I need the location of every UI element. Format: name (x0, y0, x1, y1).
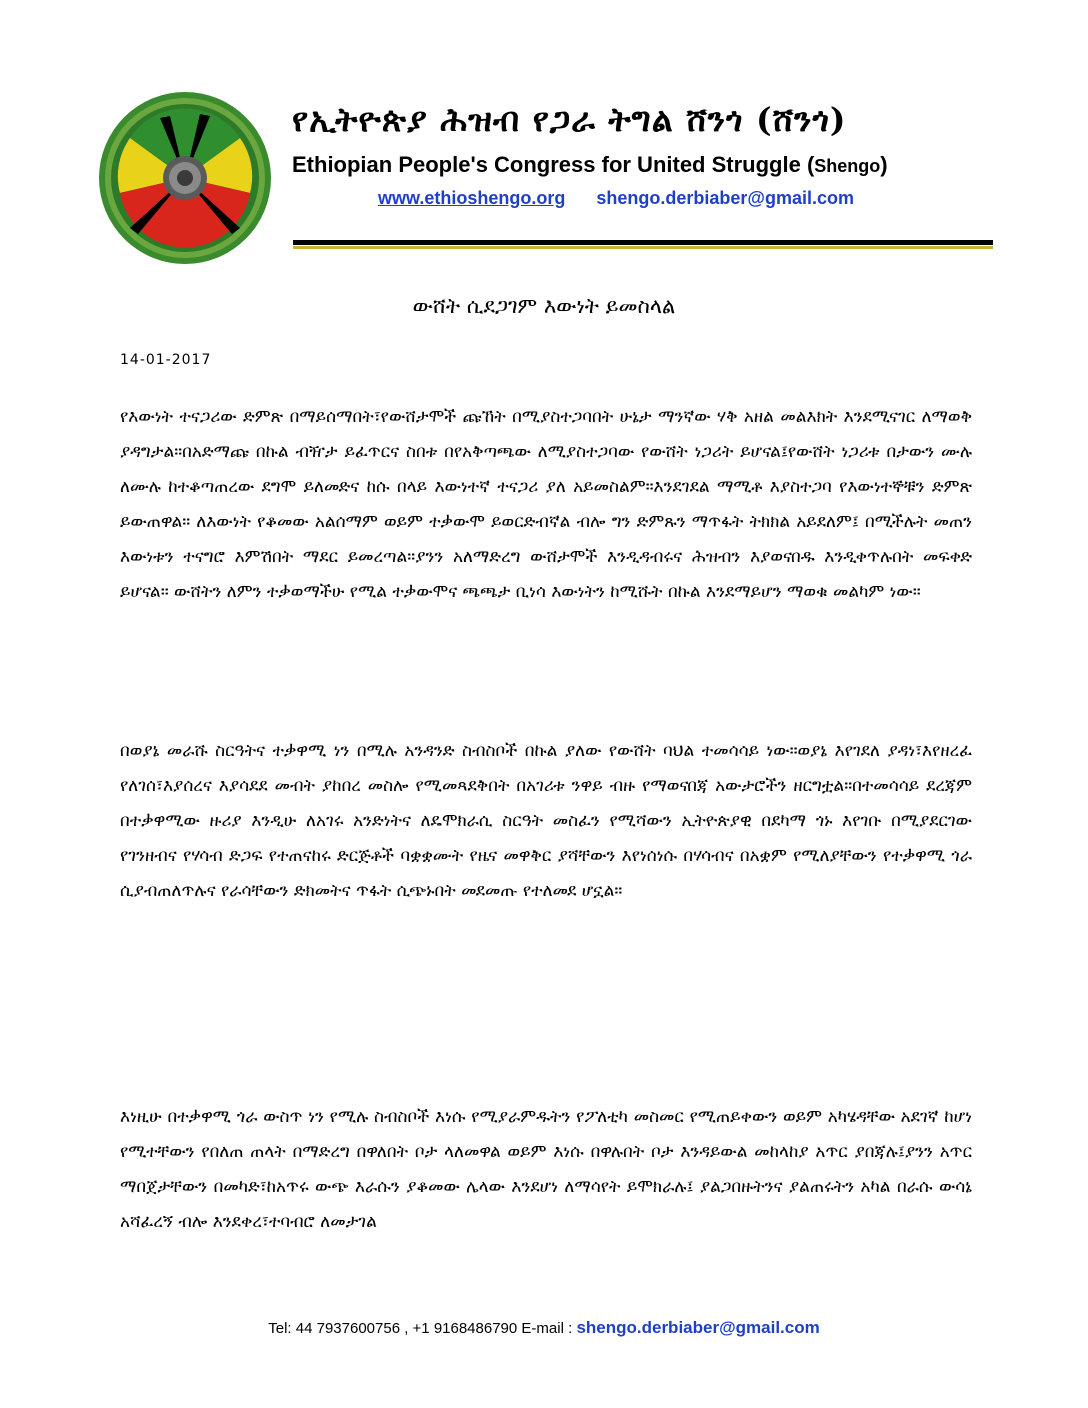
contact-links (378, 188, 854, 209)
header-divider-gold (293, 246, 993, 249)
paragraph-3: እነዚሁ በተቃዋሚ ጎራ ውስጥ ነን የሚሉ ስብስቦች እነሱ የሚያራምዱትን የፖለቲካ መስመር የሚጠይቀውን ወይም አካሄዳቸው አደገኛ ከሆነ የሚተቸውን የበለጠ ጠላት በማድረግ በዋለበት ቦታ ላለመዋል ወይም እነሱ በዋሉበት ቦታ እንዳይውል መከላከያ አጥር ያበጃሉ፤ያንን አጥር ማበጀታቸውን በመካድ፣ከአጥሩ ውጭ እራሱን ያቆመው ሌላው እንደሆነ ለማሳየት ይሞክራሉ፤ ያልጋበዙትንና ያልጠሩትን አካል በራሱ ውሳኔ አሻፈረኝ ብሎ እንደቀረ፣ተባብሮ ለመታገል (120, 1107, 972, 1232)
website-link[interactable]: www.ethioshengo.org (378, 188, 566, 208)
footer-phones: 44 7937600756 , +1 9168486790 (295, 1320, 518, 1337)
org-abbr: Shengo (814, 156, 881, 176)
email-label: E-mail : (521, 1320, 573, 1337)
tel-label: Tel: (268, 1320, 292, 1337)
org-name-english: Ethiopian People's Congress for United Struggle (Shengo) (292, 152, 888, 177)
shengo-logo (90, 78, 280, 278)
footer-email-link[interactable]: shengo.derbiaber@gmail.com (576, 1318, 820, 1337)
footer-contact (0, 1318, 1088, 1338)
document-title: ውሸት ሲደጋገም እውነት ይመስላል (412, 294, 676, 318)
header-divider (293, 240, 993, 245)
org-name-amharic: የኢትዮጵያ ሕዝብ የጋራ ትግል ሸንጎ (ሸንጎ) (292, 100, 847, 139)
center-emblem (163, 156, 207, 200)
paragraph-1: የእውነት ተናጋሪው ድምጽ በማይሰማበት፣የውሸታሞች ጩኸት በሚያስተጋባበት ሁኔታ ማንኛው ሃቅ አዘል መልእክት እንደሚናገር ለማወቅ ያዳግታል።በአድማጩ በኩል ብዥታ ይፈጥርና ስበቱ በየአቅጣጫው ለሚያስተጋባው የውሸት ነጋሪት ይሆናል፤የውሸት ነጋሪቱ በታውን ሙሉ ለሙሉ ከተቆጣጠረው ደግሞ ይለመድና ከሱ በላይ እውነተኛ ተናጋሪ ያለ አይመስልም።እንደገደል ማሚቶ እያስተጋባ የእውነተኞቹን ድምጽ ይውጠዋል። ለእውነት የቆመው አልሰማም ወይም ተቃውሞ ይወርድብኛል ብሎ ግን ድምጹን ማጥፋት ትክክል አይደለም፤ በሚችሉት መጠን እውነቱን ተናግሮ እምሽበት ማደር ይመረጣል።ያንን አለማድረግ ውሸታሞች እንዲዳብሩና ሕዝብን እያወናበዱ እንዲቀጥሉበት መፍቀድ ይሆናል። ውሸትን ለምን ተቃወማችሁ የሚል ተቃውሞና ጫጫታ ቢነሳ እውነትን ከሚሹት በኩል እንደማይሆን ማወቁ መልካም ነው። (120, 407, 972, 602)
header-email-link[interactable]: shengo.derbiaber@gmail.com (596, 188, 854, 208)
paragraph-2: በወያኔ መራሹ ስርዓትና ተቃዋሚ ነን በሚሉ አንዳንድ ስብስቦች በኩል ያለው የውሸት ባህል ተመሳሳይ ነው።ወያኔ እየገደለ ያዳነ፣እየዘረፈ የለገሰ፣እያሰረና እያሳደደ መብት ያከበረ መስሎ የሚመጻደቅበት በአገሪቱ ንዋይ ብዙ የማወናበጃ አውታሮችን ዘርግቷል።በተመሳሳይ ደረጃም በተቃዋሚው ዙሪያ እንዲሁ ለአገሩ አንድነትና ለዴሞክራሲ ስርዓት መስፈን የሚሻውን ኢትዮጵያዊ በደካማ ጎኑ እየገቡ በሚያደርገው የገንዘብና የሃሳብ ድጋፍ የተጠናከሩ ድርጅቶች ባቋቋሙት የዜና መዋቅር ያሻቸውን እየነሰነሱ በሃሳብና በአቋም የሚለያቸውን የተቃዋሚ ጎራ ሲያብጠለጥሉና የራሳቸውን ድክመትና ጥፋት ሲጭኑበት መደመጡ የተለመደ ሆኗል። (120, 741, 972, 901)
document-date: 14-01-2017 (120, 352, 212, 368)
